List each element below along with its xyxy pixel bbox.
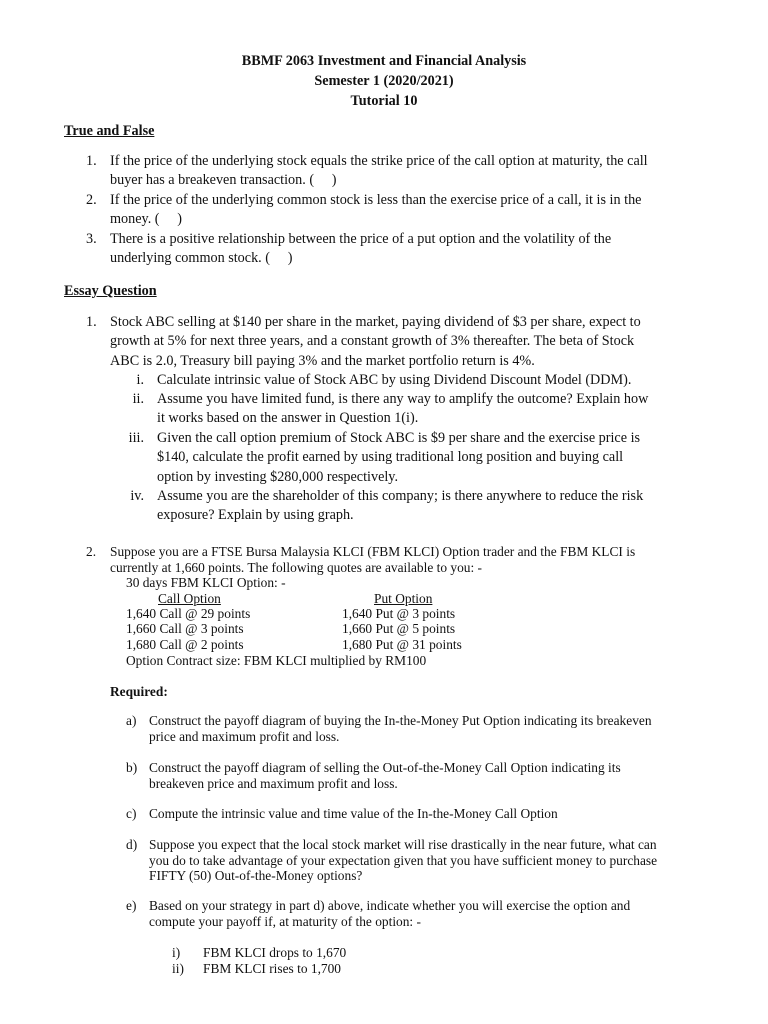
- q1-sub-number: iv.: [130, 488, 144, 504]
- part-line: price and maximum profit and loss.: [149, 728, 340, 744]
- q1-line: ABC is 2.0, Treasury bill paying 3% and the market portfolio return is 4%.: [110, 352, 535, 369]
- tf-item-line: money. ( ): [110, 211, 182, 228]
- call-quote: 1,640 Call @ 29 points: [126, 606, 251, 621]
- q1-sub-text: [157, 487, 702, 526]
- tf-item-line: There is a positive relationship between the price of a put option and the volatility of the: [110, 231, 612, 247]
- q1-line: growth at 5% for next three years, and a constant growth of 3% thereafter. The beta of Stock: [110, 333, 635, 350]
- q1-sub-text: [157, 429, 702, 487]
- required-label: Required:: [110, 684, 168, 699]
- put-option-header: Put Option: [374, 591, 433, 606]
- q1-sub-line: it works based on the answer in Question 1(i).: [157, 410, 419, 427]
- essay-q2-intro: [110, 544, 704, 575]
- tutorial-title: Tutorial 10: [350, 93, 418, 109]
- tf-item-line: underlying common stock. ( ): [110, 250, 293, 267]
- tf-item-text: [110, 152, 710, 191]
- tf-item-number: 1.: [86, 153, 97, 169]
- essay-q1-text: [110, 313, 710, 371]
- q1-line: Stock ABC selling at $140 per share in the market, paying dividend of $3 per share, expect to: [110, 314, 641, 330]
- option-quotes-title: 30 days FBM KLCI Option: -: [126, 575, 286, 590]
- q1-sub-number: iii.: [128, 430, 144, 446]
- essay-heading: Essay Question: [64, 283, 157, 299]
- part-label: d): [126, 837, 138, 852]
- call-quote: 1,660 Call @ 3 points: [126, 621, 244, 636]
- part-text: [149, 898, 704, 929]
- q1-sub-line: $140, calculate the profit earned by using traditional long position and buying call: [157, 449, 624, 466]
- part-text: [149, 837, 704, 884]
- semester-title: Semester 1 (2020/2021): [314, 73, 454, 89]
- e-sub-text: FBM KLCI drops to 1,670: [203, 945, 347, 960]
- part-label: e): [126, 898, 137, 913]
- e-sub-label: i): [172, 945, 181, 960]
- part-text: [149, 713, 704, 744]
- part-label: b): [126, 760, 138, 775]
- part-text: [149, 760, 704, 791]
- q1-sub-line: Assume you are the shareholder of this company; is there anywhere to reduce the risk: [157, 488, 644, 504]
- tf-item-number: 3.: [86, 231, 97, 247]
- put-quote: 1,660 Put @ 5 points: [342, 621, 456, 636]
- part-line: you do to take advantage of your expectation given that you have sufficient money to purchase: [149, 852, 658, 868]
- put-quote: 1,640 Put @ 3 points: [342, 606, 456, 621]
- true-false-heading: True and False: [64, 123, 155, 139]
- essay-q1-number: 1.: [86, 314, 97, 330]
- course-title: BBMF 2063 Investment and Financial Analysis: [241, 53, 527, 69]
- call-quote: 1,680 Call @ 2 points: [126, 637, 244, 652]
- q2-intro-line: currently at 1,660 points. The following quotes are available to you: -: [110, 559, 482, 575]
- part-line: breakeven price and maximum profit and loss.: [149, 775, 398, 791]
- tf-item-text: [110, 230, 710, 269]
- q1-sub-text: [157, 371, 702, 390]
- part-line: compute your payoff if, at maturity of the option: -: [149, 913, 421, 929]
- q1-sub-number: ii.: [132, 391, 144, 407]
- q1-sub-text: [157, 390, 702, 429]
- part-line: Suppose you expect that the local stock market will rise drastically in the near future, what can: [149, 837, 657, 852]
- q1-sub-line: Calculate intrinsic value of Stock ABC by using Dividend Discount Model (DDM).: [157, 372, 632, 388]
- tf-item-line: If the price of the underlying common stock is less than the exercise price of a call, it is in the: [110, 192, 642, 208]
- part-line: FIFTY (50) Out-of-the-Money options?: [149, 868, 363, 884]
- q1-sub-number: i.: [136, 372, 144, 388]
- put-quote: 1,680 Put @ 31 points: [342, 637, 462, 652]
- contract-size: Option Contract size: FBM KLCI multiplied by RM100: [126, 653, 427, 668]
- part-line: Compute the intrinsic value and time value of the In-the-Money Call Option: [149, 806, 558, 821]
- tf-item-line: If the price of the underlying stock equals the strike price of the call option at maturity, the call: [110, 153, 648, 169]
- part-label: c): [126, 806, 137, 821]
- tf-item-line: buyer has a breakeven transaction. ( ): [110, 172, 337, 189]
- part-line: Based on your strategy in part d) above, indicate whether you will exercise the option and: [149, 898, 631, 913]
- part-text: [149, 806, 704, 822]
- part-line: Construct the payoff diagram of buying the In-the-Money Put Option indicating its breakeven: [149, 713, 652, 728]
- call-option-header: Call Option: [158, 591, 221, 606]
- q1-sub-line: Given the call option premium of Stock ABC is $9 per share and the exercise price is: [157, 430, 641, 446]
- essay-q2-number: 2.: [86, 544, 97, 559]
- q1-sub-line: Assume you have limited fund, is there any way to amplify the outcome? Explain how: [157, 391, 649, 407]
- tf-item-text: [110, 191, 710, 230]
- e-sub-text: FBM KLCI rises to 1,700: [203, 961, 342, 976]
- e-sub-label: ii): [172, 961, 184, 976]
- part-label: a): [126, 713, 137, 728]
- tf-item-number: 2.: [86, 192, 97, 208]
- part-line: Construct the payoff diagram of selling the Out-of-the-Money Call Option indicating its: [149, 760, 621, 775]
- q2-intro-line: Suppose you are a FTSE Bursa Malaysia KLCI (FBM KLCI) Option trader and the FBM KLCI is: [110, 544, 636, 559]
- q1-sub-line: option by investing $280,000 respectively.: [157, 468, 399, 485]
- q1-sub-line: exposure? Explain by using graph.: [157, 507, 354, 524]
